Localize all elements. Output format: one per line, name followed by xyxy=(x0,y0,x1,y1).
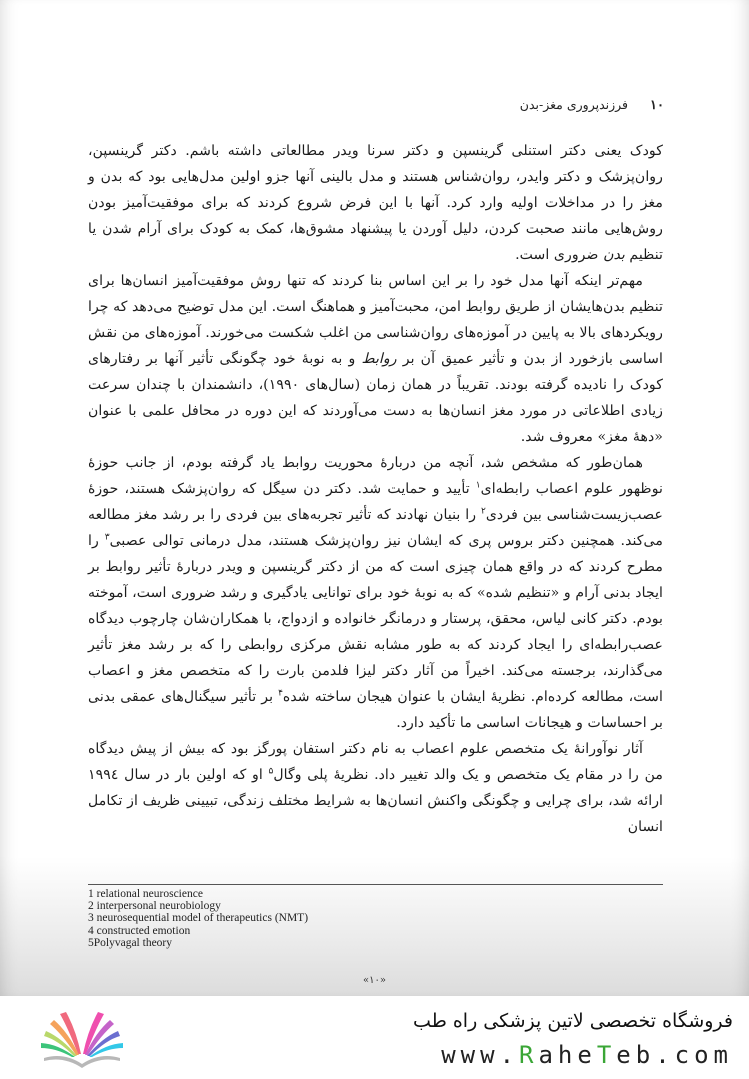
footnote-5: 5Polyvagal theory xyxy=(88,936,172,949)
footnote-4: 4 constructed emotion xyxy=(88,924,191,937)
footnote-2: 2 interpersonal neurobiology xyxy=(88,900,221,913)
emphasis-body: بدن xyxy=(603,247,625,263)
footnote-1: 1 relational neuroscience xyxy=(88,888,203,900)
paragraph-1: کودک یعنی دکتر استنلی گرینسپن و دکتر سرنا ویدر مطالعاتی داشته باشم. دکتر گرینسپن، روان‌پزشک و دکتر وایدر، روان‌شناس هستند و مدل بالینی آنها جزو اولین مدل‌هایی بود که بدن و مغز را در مداخلات اولیه وارد کرد. آنها با این فرض شروع کردند که برای موفقیت‌آمیز بودن روش‌هایی مانند صحبت کردن، دلیل آوردن یا پیشنهاد مشوق‌ها، کمک به کودک برای آرام شدن یا تنظیم بدن ضروری است. xyxy=(88,143,663,263)
body-text xyxy=(88,138,663,840)
store-name: فروشگاه تخصصی لاتین پزشکی راه طب xyxy=(413,1010,733,1032)
footnote-ref-3[interactable]: ۳ xyxy=(104,532,110,543)
emphasis-relations: روابط xyxy=(361,351,397,367)
page-number: ۱۰ xyxy=(650,98,664,113)
paragraph-2: مهم‌تر اینکه آنها مدل خود را بر این اساس بنا کردند که تنها روش موفقیت‌آمیز انسان‌ها برای تنظیم بدن‌هایشان از طریق روابط امن، محبت‌آمیز و هماهنگ است. این مدل توضیح می‌دهد که چرا رویکردهای بالا به پایین در آموزه‌های روان‌شناسی من اغلب شکست می‌خورند. آموزه‌های من نقش اساسی بازخورد از بدن و تأثیر عمیق آن بر روابط و به نوبهٔ خود چگونگی تأثیر آنها بر رفتارهای کودک را نادیده گرفته بودند. تقریباً در همان زمان (سال‌های ۱۹۹۰)، دانشمندان با چندان سرعت زیادی اطلاعاتی در مورد مغز انسان‌ها به دست می‌آوردند که این دوره در محافل علمی با عنوان «دههٔ مغز» معروف شد. xyxy=(88,273,664,445)
open-book-logo-icon xyxy=(38,1008,126,1070)
footnote-ref-5[interactable]: ۵ xyxy=(268,766,274,777)
footnote-3: 3 neurosequential model of therapeutics (NMT) xyxy=(88,912,309,925)
page-marker: «۱۰» xyxy=(363,975,386,986)
paragraph-4: آثار نوآورانهٔ یک متخصص علوم اعصاب به نام دکتر استفان پورگز بود که بیش از پیش دیدگاه من را در مقام یک متخصص و یک والد تغییر داد. نظریهٔ پلی وگال$^۵$ او که اولین بار در سال ۱۹۹٤ ارائه شد، برای چرایی و چگونگی واکنش انسان‌ها به شرایط مختلف زندگی، تبیینی ظریف از تکامل انسان xyxy=(88,741,663,835)
footnote-ref-1[interactable]: ۱ xyxy=(475,480,481,491)
footnotes xyxy=(88,888,308,949)
paragraph-3: همان‌طور که مشخص شد، آنچه من دربارهٔ محوریت روابط یاد گرفته بودم، از جانب حوزهٔ نوظهور علوم اعصاب رابطه‌ای$^۱$ تأیید و حمایت شد. دکتر دن سیگل که روان‌پزشک هستند، حوزهٔ عصب‌زیست‌شناسی بین فردی$^۲$ را بنیان نهادند که تأثیر تجربه‌های بین فردی را بر رشد مغز مطالعه می‌کند. همچنین دکتر بروس پری که ایشان نیز روان‌پزشک هستند، مدل درمانی توالی عصبی$^۳$ را مطرح کردند که در واقع همان چیزی است که من از دکتر گرینسپن و ویدر دربارهٔ تأثیر روابط بر ایجاد بدنی آرام و «تنظیم شده» که به نوبهٔ خود برای توانایی یادگیری و رشد ضروری است، آموخته بودم. دکتر کانی لیاس، محقق، پرستار و درمانگر خانواده و ازدواج، با همکاران‌شان چارچوب دیدگاه عصب‌رابطه‌ای را ایجاد کردند که به طور مشابه نقش مرکزی روابطی را که بر رشد مغز تأثیر می‌گذارند، برجسته می‌کند. اخیراً من آثار دکتر لیزا فلدمن بارت را که متخصص مغز و اعصاب است، مطالعه کرده‌ام. نظریهٔ ایشان با عنوان هیجان ساخته شده$^۴$ بر تأثیر سیگنال‌های عمقی بدنی بر احساسات و هیجانات اساسی ما تأکید دارد. xyxy=(88,455,663,731)
watermark-banner xyxy=(0,996,749,1079)
footnote-divider xyxy=(88,884,663,885)
store-url[interactable]: www.RaheTeb.com xyxy=(441,1041,733,1069)
footnote-ref-2[interactable]: ۲ xyxy=(480,506,486,517)
running-title: فرزندپروری مغز-بدن xyxy=(519,97,629,112)
footnote-ref-4[interactable]: ۴ xyxy=(278,688,283,699)
running-head xyxy=(520,97,664,113)
